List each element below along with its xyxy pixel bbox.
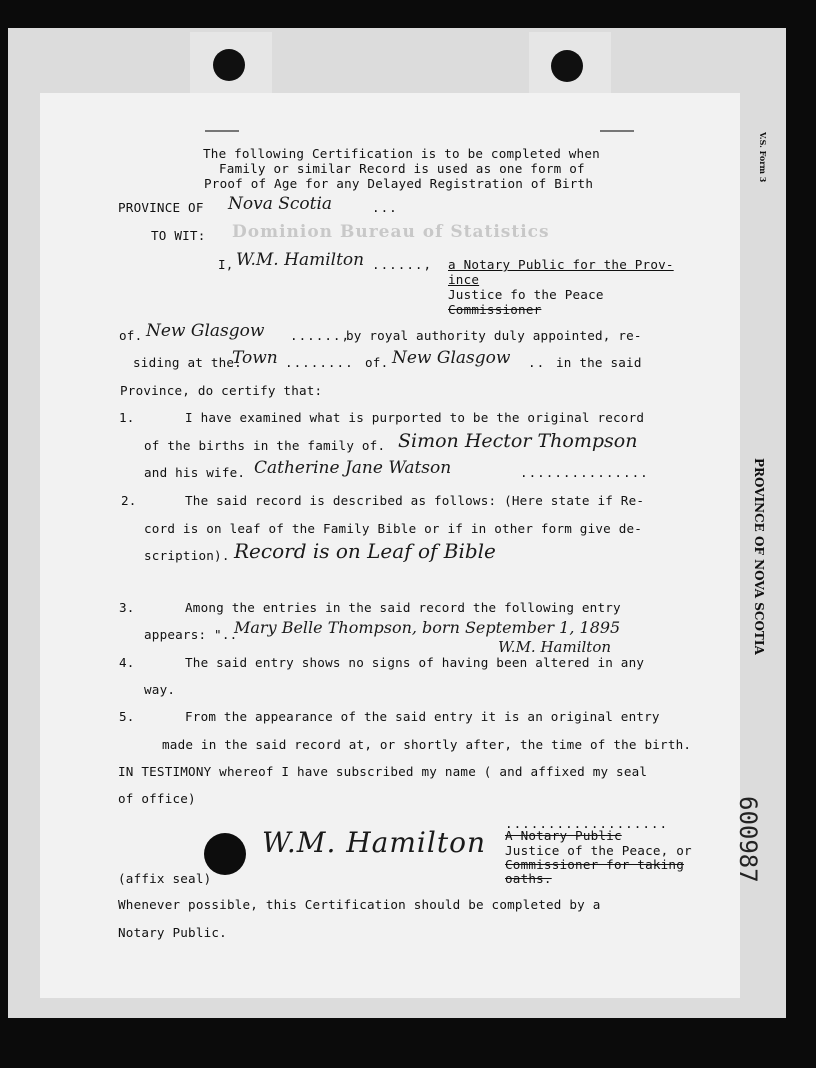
notary-dots: ......, [372,257,433,272]
town-value: Town [232,348,278,368]
item-3-line-2: appears: ".. [144,627,238,642]
form-code: V.S. Form 3 [758,132,768,183]
header-line-1: The following Certification is to be completed when [203,146,600,161]
item-3-line-1: Among the entries in the said record the following entry [185,600,621,615]
side-province-title: PROVINCE OF NOVA SCOTIA [752,458,766,655]
province-value: Nova Scotia [228,194,333,214]
signature-title-1: A Notary Public [505,828,622,843]
authority-text: by royal authority duly appointed, re- [346,328,642,343]
certify-text: Province, do certify that: [120,383,323,398]
signature-title-dots: ................... [505,816,669,831]
signature-title-2: Justice of the Peace, or [505,843,692,858]
notary-role-3: Commissioner [448,302,542,317]
background-bleed-text: Dominion Bureau of Statistics [232,222,550,242]
affix-seal-label: (affix seal) [118,871,212,886]
province-dots: ... [372,200,398,215]
item-3-number: 3. [119,600,135,615]
mother-dots: ............... [520,465,649,480]
item-5-number: 5. [119,709,135,724]
item-1-line-2: of the births in the family of. [144,438,386,453]
in-said-text: in the said [556,355,642,370]
place2-value: New Glasgow [392,348,511,368]
item-1-line-3: and his wife. [144,465,246,480]
notary-role-1: a Notary Public for the Prov- [448,257,674,272]
notary-name: W.M. Hamilton [236,250,365,270]
footer-line-1: Whenever possible, this Certification should be completed by a [118,897,601,912]
item-5-line-1: From the appearance of the said entry it is an original entry [185,709,660,724]
father-name: Simon Hector Thompson [398,430,638,452]
file-number: 600987 [734,796,762,883]
of-label: of. [119,328,143,343]
birth-entry: Mary Belle Thompson, born September 1, 1895 [234,618,621,637]
header-line-2: Family or similar Record is used as one form of [219,161,585,176]
residing-text: siding at the. [133,355,242,370]
footer-line-2: Notary Public. [118,925,227,940]
province-label: PROVINCE OF [118,200,204,215]
item-5-line-2: made in the said record at, or shortly after, the time of the birth. [162,737,692,752]
item-2-number: 2. [121,493,137,508]
item-4-line-1: The said entry shows no signs of having been altered in any [185,655,645,670]
notary-role-1b: ince [448,272,480,287]
testimony-line-2: of office) [118,791,196,806]
item-4-number: 4. [119,655,135,670]
binder-hole-left [213,49,245,81]
notary-role-2: Justice fo the Peace [448,287,604,302]
binder-hole-right [551,50,583,82]
entry-initials: W.M. Hamilton [498,638,612,656]
signature-title-4: oaths. [505,871,552,886]
header-line-3: Proof of Age for any Delayed Registration of Birth [204,176,594,191]
item-1-number: 1. [119,410,135,425]
notary-signature: W.M. Hamilton [262,826,486,859]
item-2-line-3: scription). [144,548,230,563]
item-1-line-1: I have examined what is purported to be the original record [185,410,645,425]
item-2-line-2: cord is on leaf of the Family Bible or if in other form give de- [144,521,643,536]
item-4-line-2: way. [144,682,176,697]
signature-title-3: Commissioner for taking [505,857,684,872]
to-wit: TO WIT: [151,228,206,243]
notary-prefix: I, [218,257,234,272]
of-dots: ......, [290,328,351,343]
record-description: Record is on Leaf of Bible [234,539,496,563]
of2-label: of. [365,355,389,370]
header-mark-left [205,130,239,132]
mother-name: Catherine Jane Watson [254,458,452,478]
notary-seal [204,833,246,875]
item-2-line-1: The said record is described as follows: (Here state if Re- [185,493,645,508]
of-value: New Glasgow [146,321,265,341]
town-dots: ........ [285,355,354,370]
place2-dots: .. [528,355,546,370]
header-mark-right [600,130,634,132]
testimony-line-1: IN TESTIMONY whereof I have subscribed my name ( and affixed my seal [118,764,648,779]
